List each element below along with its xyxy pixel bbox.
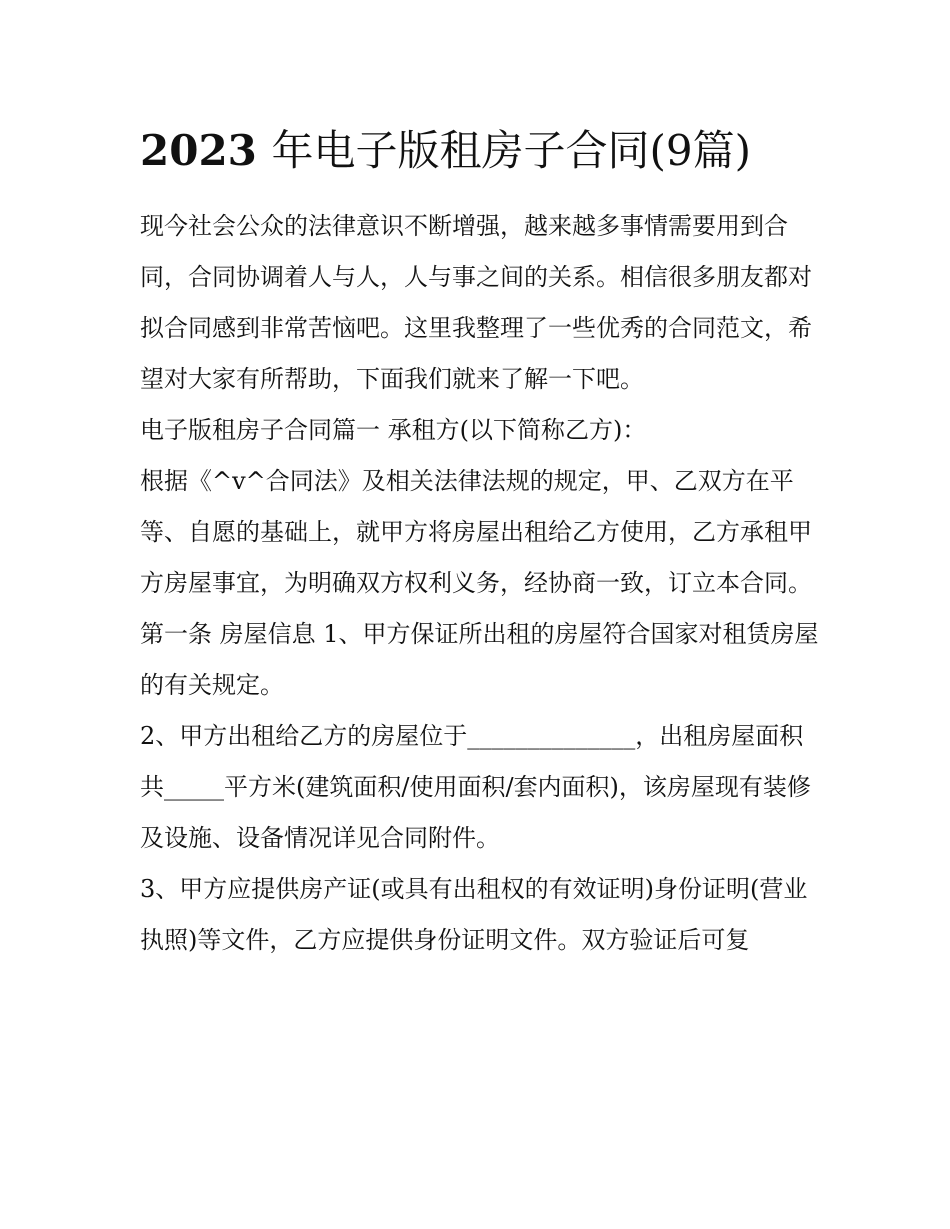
section-heading-paragraph: 电子版租房子合同篇一 承租方(以下简称乙方)： xyxy=(140,416,647,444)
title-text: 年电子版租房子合同(9篇) xyxy=(271,126,752,175)
document-body xyxy=(140,201,820,966)
clause-two-paragraph: 2、甲方出租给乙方的房屋位于______________，出租房屋面积共_____平方米(建筑面积/使用面积/套内面积)，该房屋现有装修及设施、设备情况详见合同附件。 xyxy=(140,722,811,852)
title-year: 2023 xyxy=(140,126,257,175)
intro-paragraph: 现今社会公众的法律意识不断增强，越来越多事情需要用到合同，合同协调着人与人，人与事之间的关系。相信很多朋友都对拟合同感到非常苦恼吧。这里我整理了一些优秀的合同范文，希望对大家有所帮助，下面我们就来了解一下吧。 xyxy=(140,212,812,393)
article-one-paragraph: 第一条 房屋信息 1、甲方保证所出租的房屋符合国家对租赁房屋的有关规定。 xyxy=(140,620,819,699)
document-title xyxy=(140,118,820,183)
document-page xyxy=(140,118,820,966)
clause-three-paragraph: 3、甲方应提供房产证(或具有出租权的有效证明)身份证明(营业执照)等文件，乙方应提供身份证明文件。双方验证后可复 xyxy=(140,875,808,954)
legal-basis-paragraph: 根据《^v^合同法》及相关法律法规的规定，甲、乙双方在平等、自愿的基础上，就甲方将房屋出租给乙方使用，乙方承租甲方房屋事宜，为明确双方权利义务，经协商一致，订立本合同。 xyxy=(140,467,812,597)
